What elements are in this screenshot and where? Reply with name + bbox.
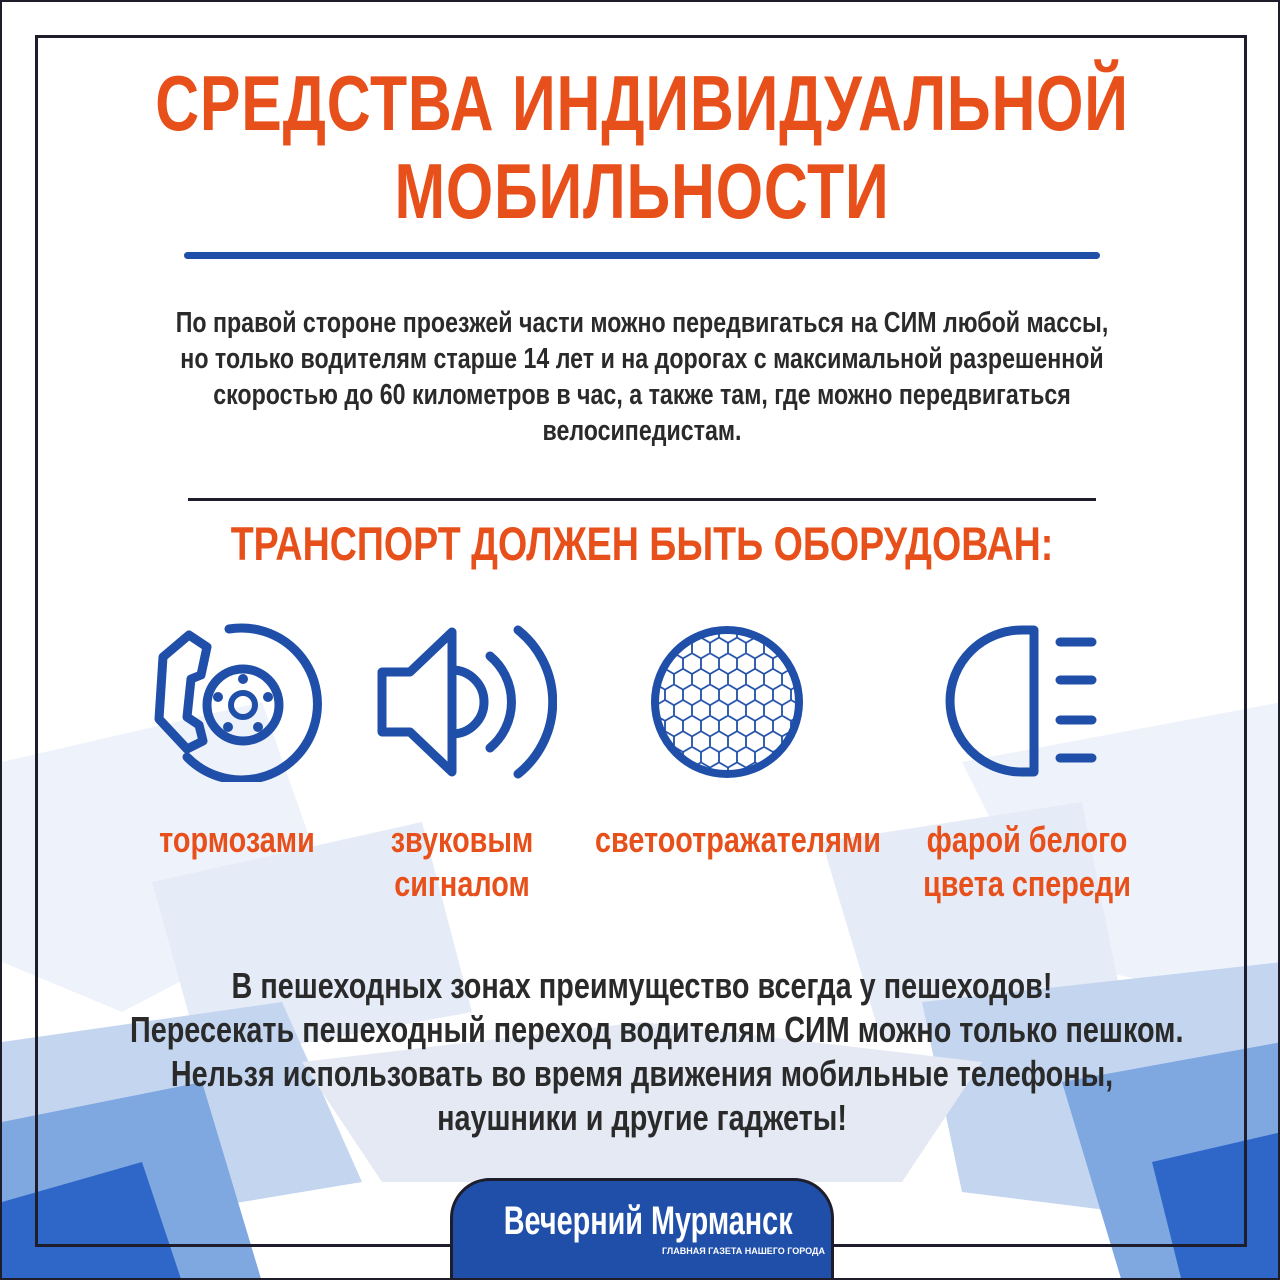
label-line: фарой белого	[926, 819, 1128, 860]
page-title-line1: СРЕДСТВА ИНДИВИДУАЛЬНОЙ	[155, 59, 1129, 147]
intro-line: велосипедистам.	[542, 415, 742, 447]
title-divider	[184, 252, 1100, 259]
section-divider	[188, 498, 1096, 501]
publisher-tagline: ГЛАВНАЯ ГАЗЕТА НАШЕГО ГОРОДА	[662, 1246, 825, 1256]
intro-line: но только водителям старше 14 лет и на дорогах с максимальной разрешенной	[180, 343, 1104, 375]
rules-line: наушники и другие гаджеты!	[437, 1097, 847, 1138]
equipment-label-brakes	[149, 818, 325, 862]
equipment-label-reflectors	[595, 818, 881, 862]
speaker-horn-icon	[372, 622, 557, 782]
rules-line: В пешеходных зонах преимущество всегда у пешеходов!	[231, 965, 1053, 1006]
equipment-label-headlight	[915, 818, 1139, 906]
equipment-label-horn	[378, 818, 546, 906]
intro-paragraph	[2, 305, 1280, 449]
rules-line: Пересекать пешеходный переход водителям СИМ можно только пешком.	[130, 1009, 1184, 1050]
label-line: светоотражателями	[595, 819, 881, 860]
intro-line: скоростью до 60 километров в час, а также там, где можно передвигаться	[213, 379, 1071, 411]
intro-line: По правой стороне проезжей части можно передвигаться на СИМ любой массы,	[175, 307, 1109, 339]
headlight-icon	[942, 622, 1102, 782]
label-line: тормозами	[159, 819, 315, 860]
label-line: звуковым	[390, 819, 534, 860]
label-line: сигналом	[394, 863, 530, 904]
reflector-icon	[647, 622, 807, 782]
equipment-heading: ТРАНСПОРТ ДОЛЖЕН БЫТЬ ОБОРУДОВАН:	[230, 517, 1054, 570]
page-title-line2: МОБИЛЬНОСТИ	[394, 147, 890, 235]
label-line: цвета спереди	[923, 863, 1131, 904]
rules-text	[2, 964, 1280, 1140]
publisher-logo: Вечерний Мурманск	[503, 1199, 793, 1243]
rules-line: Нельзя использовать во время движения мобильные телефоны,	[170, 1053, 1114, 1094]
brake-disc-icon	[147, 617, 327, 782]
